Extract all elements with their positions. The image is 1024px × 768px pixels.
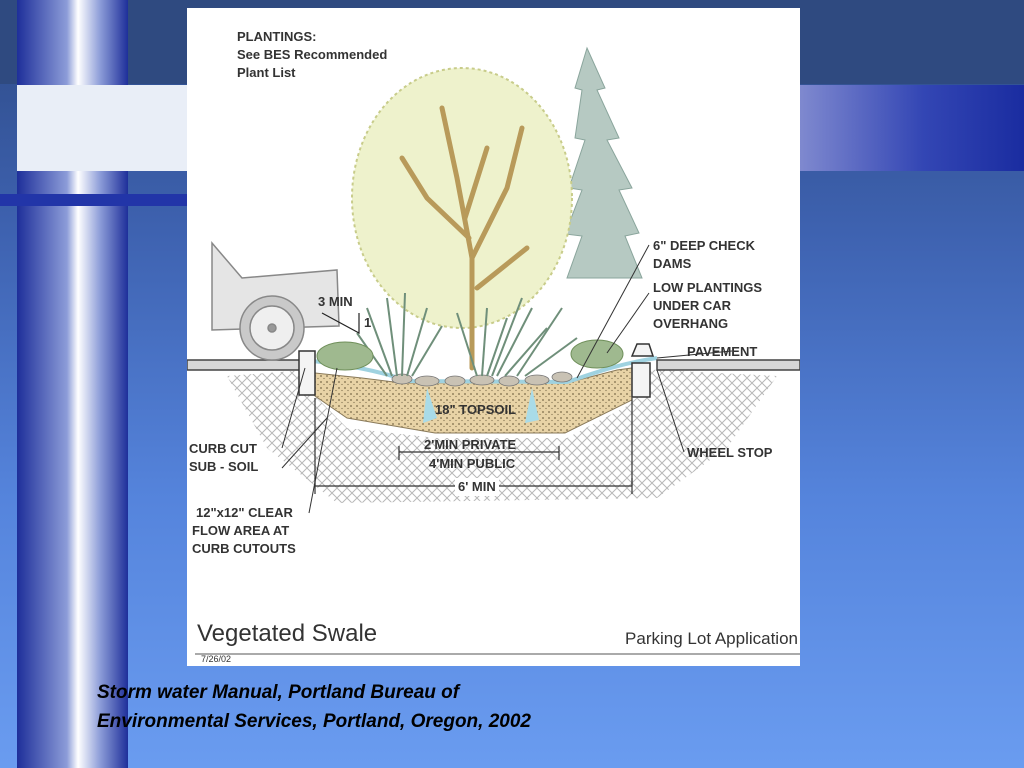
- plantings-heading: PLANTINGS:: [237, 29, 317, 44]
- low-plantings-line2: UNDER CAR: [653, 298, 731, 313]
- evergreen-tree: [565, 48, 642, 278]
- shrub-left: [317, 342, 373, 370]
- diagram-date: 7/26/02: [201, 654, 232, 664]
- sub-soil-label: SUB - SOIL: [189, 459, 259, 474]
- pavement-right: [657, 360, 800, 370]
- pavement-left: [187, 360, 302, 370]
- min-public-label: 4'MIN PUBLIC: [429, 456, 516, 471]
- clear-flow-line1: 12"x12" CLEAR: [196, 505, 293, 520]
- topsoil-label: 18" TOPSOIL: [435, 402, 517, 417]
- diagram-title: Vegetated Swale: [197, 620, 378, 647]
- check-dams-line2: DAMS: [653, 256, 692, 271]
- min-width-label: 6' MIN: [455, 478, 499, 496]
- plantings-line1: See BES Recommended: [237, 47, 388, 62]
- diagram-subtitle: Parking Lot Application: [625, 629, 798, 648]
- wheel-stop: [632, 344, 653, 356]
- swale-diagram: [187, 8, 800, 666]
- source-caption: [97, 678, 797, 736]
- check-dams-line1: 6" DEEP CHECK: [653, 238, 756, 253]
- swale-illustration: [187, 8, 800, 666]
- pavement-label: PAVEMENT: [687, 344, 758, 359]
- slope-rise-label: 1: [364, 315, 372, 330]
- caption-line2: Environmental Services, Portland, Oregon, 2002: [97, 711, 531, 732]
- min-private-label: 2'MIN PRIVATE: [424, 437, 517, 452]
- plantings-line2: Plant List: [237, 65, 296, 80]
- background-thin-stripe: [0, 194, 192, 206]
- caption-line1: Storm water Manual, Portland Bureau of: [97, 682, 460, 703]
- clear-flow-line3: CURB CUTOUTS: [192, 541, 296, 556]
- wheel-stop-label: WHEEL STOP: [687, 445, 773, 460]
- slope-run-label: 3 MIN: [318, 294, 353, 309]
- shrub-right: [571, 340, 623, 368]
- curb-right: [632, 363, 650, 397]
- curb-cut-label: CURB CUT: [189, 441, 257, 456]
- background-light-stripe: [17, 85, 192, 171]
- background-right-stripe: [800, 85, 1024, 171]
- low-plantings-line3: OVERHANG: [653, 316, 729, 331]
- low-plantings-line1: LOW PLANTINGS: [653, 280, 763, 295]
- clear-flow-line2: FLOW AREA AT: [192, 523, 290, 538]
- curb-left: [299, 351, 315, 395]
